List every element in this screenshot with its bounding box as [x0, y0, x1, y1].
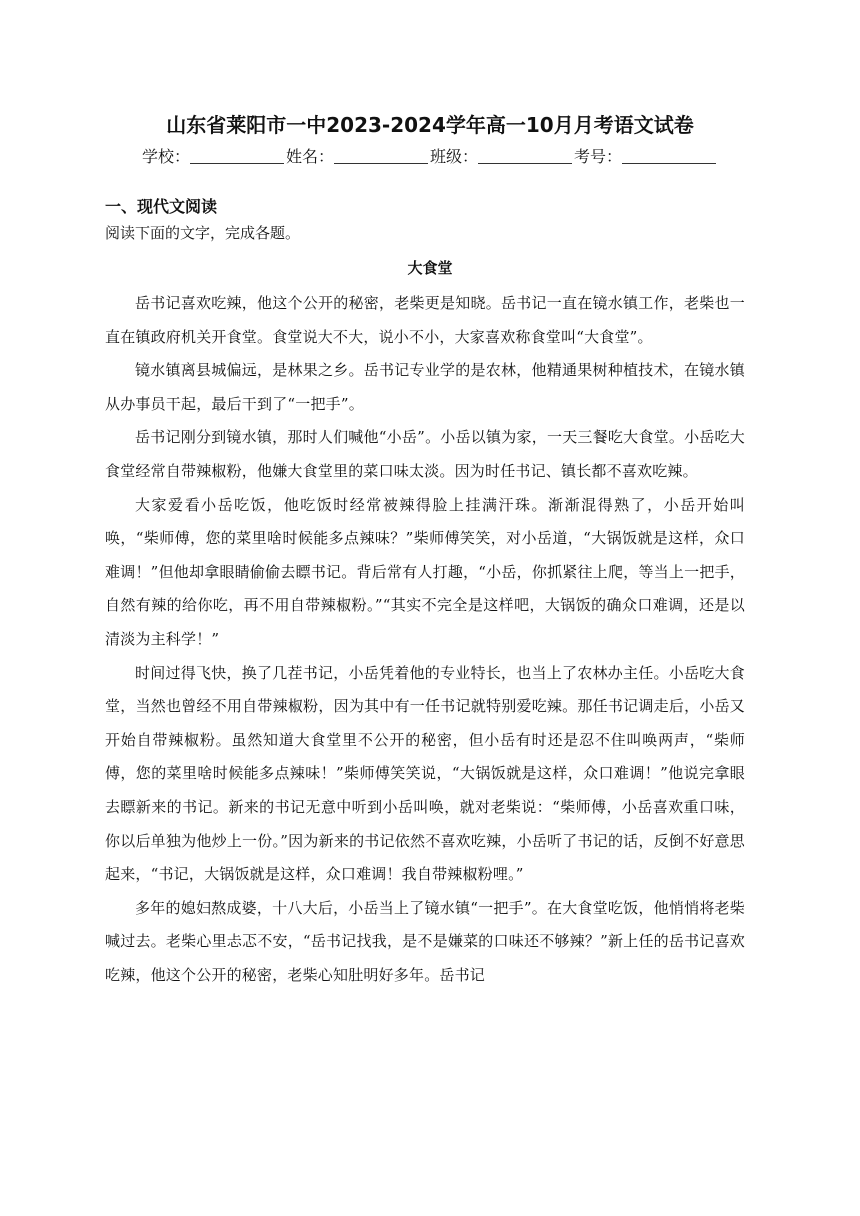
- article-body: [105, 287, 745, 992]
- class-blank[interactable]: [478, 145, 572, 164]
- article-paragraph-2: 镜水镇离县城偏远，是林果之乡。岳书记专业学的是农林，他精通果树种植技术，在镜水镇从办事员干起，最后干到了“一把手”。: [105, 361, 745, 413]
- name-blank[interactable]: [334, 145, 428, 164]
- article-paragraph-4: 大家爱看小岳吃饭，他吃饭时经常被辣得脸上挂满汗珠。渐渐混得熟了，小岳开始叫唤，“柴师傅，您的菜里啥时候能多点辣味？”柴师傅笑笑，对小岳道，“大锅饭就是这样，众口难调！”但他却拿眼睛偷偷去瞟书记。背后常有人打趣，“小岳，你抓紧往上爬，等当上一把手，自然有辣的给你吃，再不用自带辣椒粉。”“其实不完全是这样吧，大锅饭的确众口难调，还是以清淡为主科学！”: [105, 495, 745, 648]
- article-paragraph-6: 多年的媳妇熬成婆，十八大后，小岳当上了镜水镇“一把手”。在大食堂吃饭，他悄悄将老柴喊过去。老柴心里忐忑不安，“岳书记找我，是不是嫌菜的口味还不够辣？”新上任的岳书记喜欢吃辣，他这个公开的秘密，老柴心知肚明好多年。岳书记: [105, 898, 745, 984]
- school-label: 学校：: [141, 147, 190, 166]
- exam-number-label: 考号：: [574, 147, 623, 166]
- exam-title: 山东省莱阳市一中2023-2024学年高一10月月考语文试卷: [166, 113, 694, 137]
- article-title: 大食堂: [407, 259, 453, 277]
- section-title: 一、现代文阅读: [105, 197, 218, 216]
- article-paragraph-5: 时间过得飞快，换了几茬书记，小岳凭着他的专业特长，也当上了农林办主任。小岳吃大食堂，当然也曾经不用自带辣椒粉，因为其中有一任书记就特别爱吃辣。那任书记调走后，小岳又开始自带辣椒粉。虽然知道大食堂里不公开的秘密，但小岳有时还是忍不住叫唤两声，“柴师傅，您的菜里啥时候能多点辣味！”柴师傅笑笑说，“大锅饭就是这样，众口难调！”他说完拿眼去瞟新来的书记。新来的书记无意中听到小岳叫唤，就对老柴说：“柴师傅，小岳喜欢重口味，你以后单独为他炒上一份。”因为新来的书记依然不喜欢吃辣，小岳听了书记的话，反倒不好意思起来，“书记，大锅饭就是这样，众口难调！我自带辣椒粉哩。”: [105, 663, 745, 884]
- school-blank[interactable]: [190, 145, 284, 164]
- article-paragraph-3: 岳书记刚分到镜水镇，那时人们喊他“小岳”。小岳以镇为家，一天三餐吃大食堂。小岳吃大食堂经常自带辣椒粉，他嫌大食堂里的菜口味太淡。因为时任书记、镇长都不喜欢吃辣。: [105, 428, 745, 480]
- article-paragraph-1: 岳书记喜欢吃辣，他这个公开的秘密，老柴更是知晓。岳书记一直在镜水镇工作，老柴也一直在镇政府机关开食堂。食堂说大不大，说小不小，大家喜欢称食堂叫“大食堂”。: [105, 294, 745, 346]
- section-instruction: 阅读下面的文字，完成各题。: [105, 224, 301, 242]
- class-label: 班级：: [430, 147, 479, 166]
- name-label: 姓名：: [285, 147, 334, 166]
- exam-number-blank[interactable]: [622, 145, 716, 164]
- student-info-row: [0, 144, 860, 170]
